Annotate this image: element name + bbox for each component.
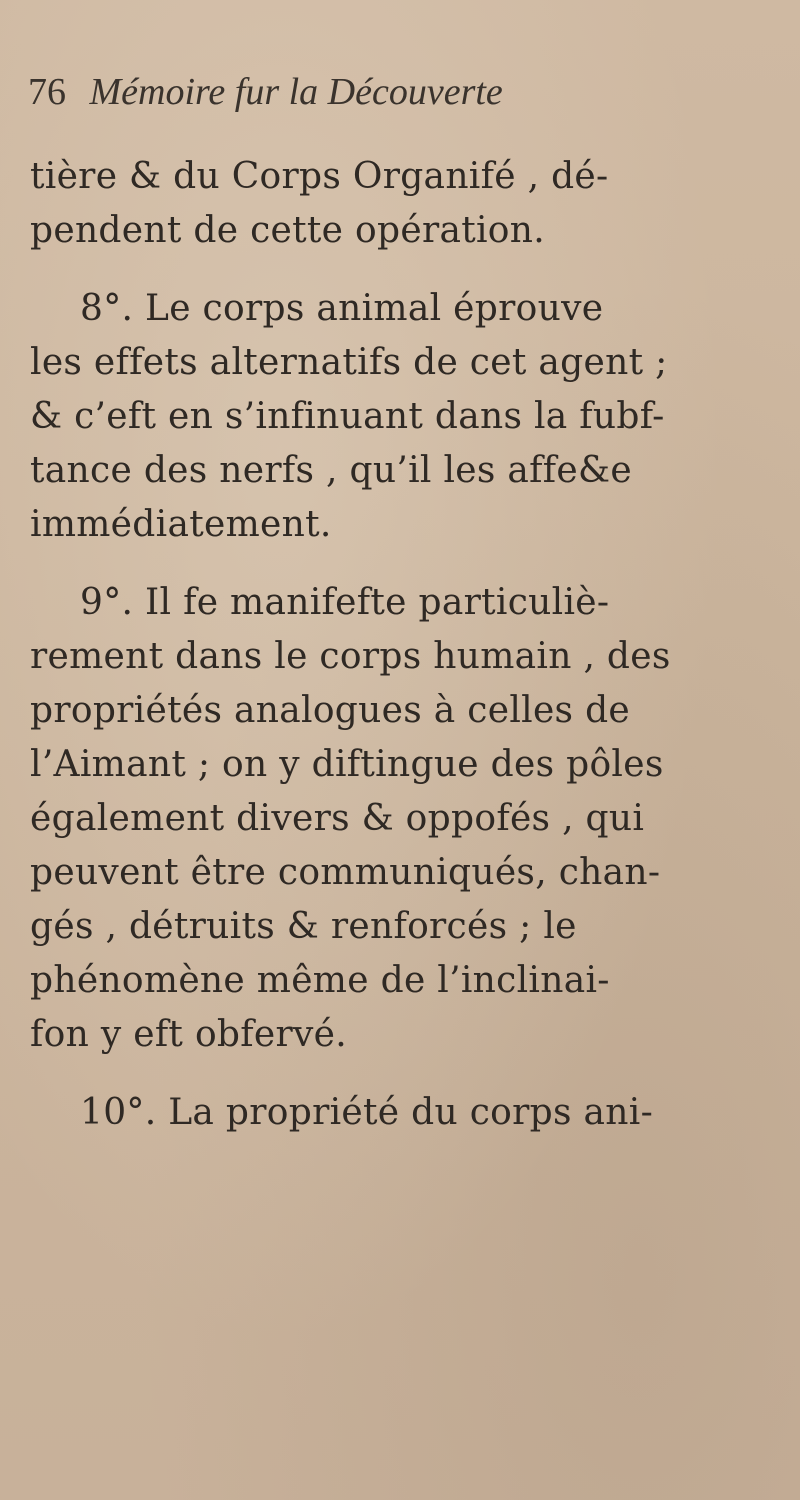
- text-line: également divers & oppofés , qui: [30, 798, 645, 839]
- text-line: pendent de cette opération.: [30, 210, 546, 251]
- body-text: [30, 150, 790, 1140]
- text-line: propriétés analogues à celles de: [30, 690, 631, 731]
- text-line: peuvent être communiqués, chan-: [30, 852, 661, 893]
- text-line: rement dans le corps humain , des: [30, 636, 671, 677]
- paragraph-9: [30, 576, 790, 1062]
- running-title: Mémoire fur la Découverte: [89, 71, 503, 113]
- text-line: tance des nerfs , qu’il les affe&e: [30, 450, 632, 491]
- paragraph-gap: [30, 552, 790, 576]
- text-line: gés , détruits & renforcés ; le: [30, 906, 577, 947]
- text-line: l’Aimant ; on y diftingue des pôles: [30, 744, 664, 785]
- text-line: les effets alternatifs de cet agent ;: [30, 342, 668, 383]
- paragraph-gap: [30, 1062, 790, 1086]
- text-line: 8°. Le corps animal éprouve: [80, 288, 604, 329]
- text-line: immédiatement.: [30, 504, 332, 545]
- text-line: & c’eft en s’infinuant dans la fubf-: [30, 396, 665, 437]
- text-line: fon y eft obfervé.: [30, 1014, 347, 1055]
- text-line: 10°. La propriété du corps ani-: [80, 1092, 654, 1133]
- paragraph-gap: [30, 258, 790, 282]
- paragraph-10: [30, 1086, 790, 1140]
- paragraph-continuation: [30, 150, 790, 258]
- text-line: tière & du Corps Organifé , dé-: [30, 156, 609, 197]
- paragraph-8: [30, 282, 790, 552]
- text-line: 9°. Il fe manifefte particuliè-: [80, 582, 610, 623]
- page-number: 76: [28, 71, 66, 113]
- text-line: phénomène même de l’inclinai-: [30, 960, 610, 1001]
- page-header: [28, 70, 503, 114]
